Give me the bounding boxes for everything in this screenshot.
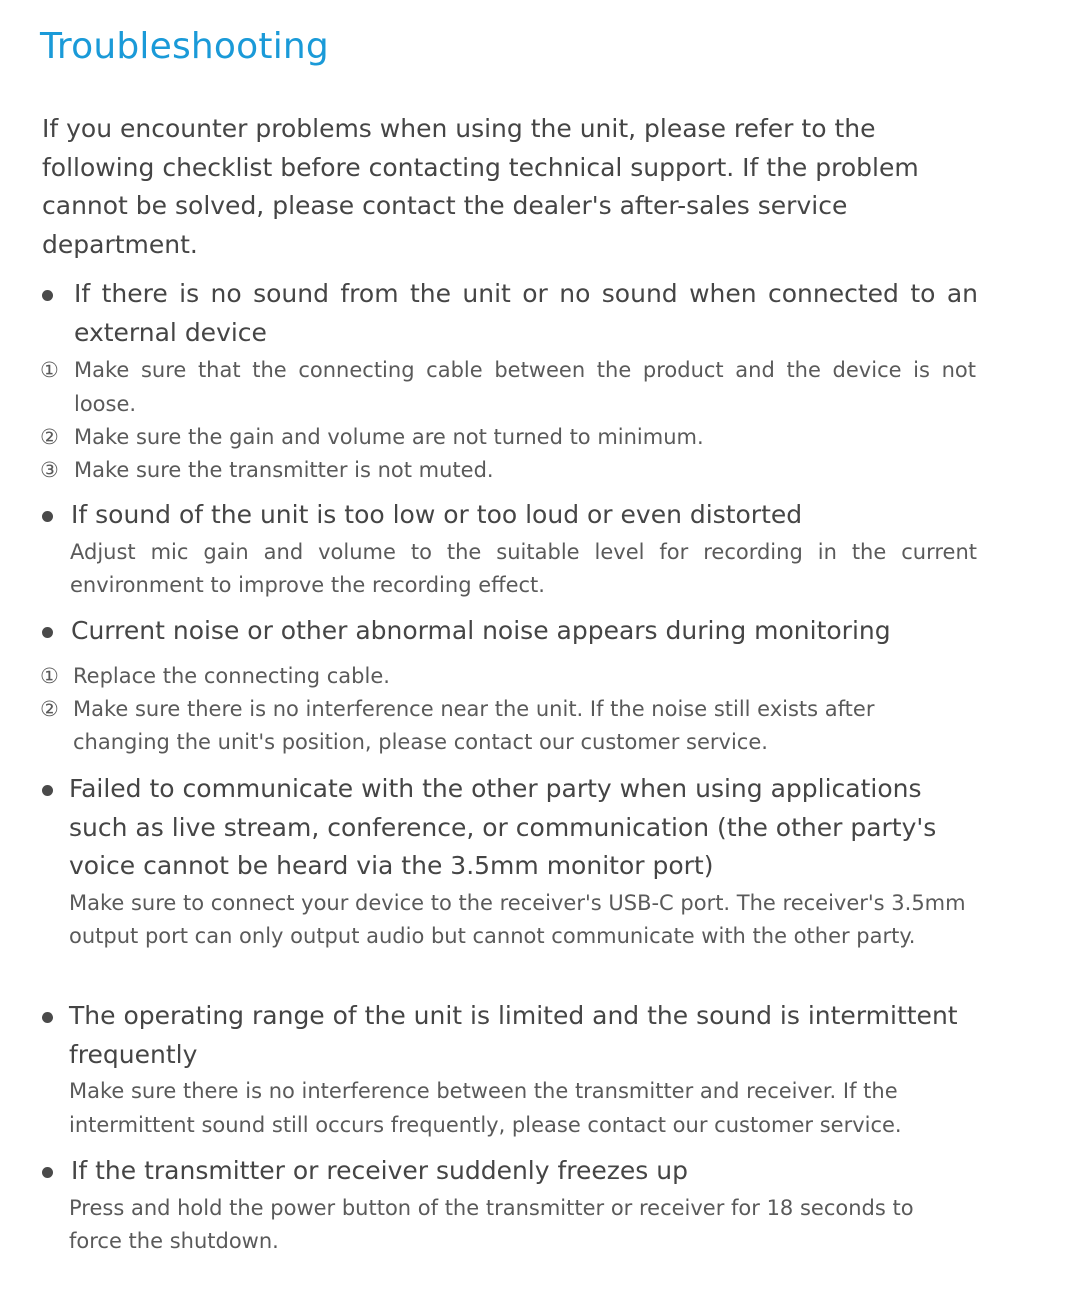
bullet-icon [42,511,53,522]
bullet-icon [42,1167,53,1178]
step-item [0,454,1080,487]
bullet-icon [42,1012,53,1023]
step-text: Replace the connecting cable. [73,663,390,688]
section-body: Adjust mic gain and volume to the suitable level for recording in the current environment to improve the recording effect. [70,539,977,597]
bullet-icon [42,627,53,638]
section-body: Make sure there is no interference between the transmitter and receiver. If the intermittent sound still occurs frequently, please contact our customer service. [69,1079,902,1137]
section-heading [0,612,1080,651]
section-range [0,997,1080,1142]
section-heading [0,496,1080,535]
section-heading [0,1152,1080,1191]
step-number: ① [40,358,59,383]
step-item [0,354,1080,421]
page-title: Troubleshooting [40,26,329,67]
section-heading-text: The operating range of the unit is limited and the sound is intermittent frequently [69,1001,958,1069]
section-sound-level [0,496,1080,602]
section-heading-text: If there is no sound from the unit or no sound when connected to an external device [74,279,978,347]
section-heading [0,770,1080,886]
section-heading [0,997,1080,1074]
section-heading-text: Failed to communicate with the other party when using applications such as live stream, conference, or communication (the other party's voice cannot be heard via the 3.5mm monitor port) [69,774,937,881]
section-freeze [0,1152,1080,1258]
section-heading-text: If the transmitter or receiver suddenly freezes up [71,1156,688,1185]
section-no-sound [0,275,1080,488]
step-item [0,693,1080,760]
intro-paragraph: If you encounter problems when using the unit, please refer to the following checklist before contacting technical support. If the problem cannot be solved, please contact the dealer's after-sales service department. [42,114,919,260]
step-text: Make sure the gain and volume are not turned to minimum. [74,425,704,449]
step-text [0,354,976,421]
step-number: ① [40,663,59,688]
section-heading-text: If sound of the unit is too low or too loud or even distorted [71,500,803,529]
step-text: Make sure the transmitter is not muted. [74,458,494,483]
step-number: ② [40,425,59,449]
section-communication [0,770,1080,954]
step-text: Make sure there is no interference near the unit. If the noise still exists after changing the unit's position, please contact our customer service. [73,697,875,755]
section-noise [0,612,1080,760]
section-body: Press and hold the power button of the transmitter or receiver for 18 seconds to force the shutdown. [69,1195,914,1253]
step-number: ② [40,697,59,721]
section-heading [0,275,1080,352]
bullet-icon [42,785,53,796]
step-item [0,660,1080,693]
section-heading-text: Current noise or other abnormal noise appears during monitoring [71,616,891,645]
step-text-content: Make sure that the connecting cable between the product and the device is not loose. [74,358,976,416]
bullet-icon [42,290,53,301]
section-body: Make sure to connect your device to the receiver's USB-C port. The receiver's 3.5mm output port can only output audio but cannot communicate with the other party. [69,891,966,949]
step-item [0,421,1080,454]
step-number: ③ [40,458,59,483]
